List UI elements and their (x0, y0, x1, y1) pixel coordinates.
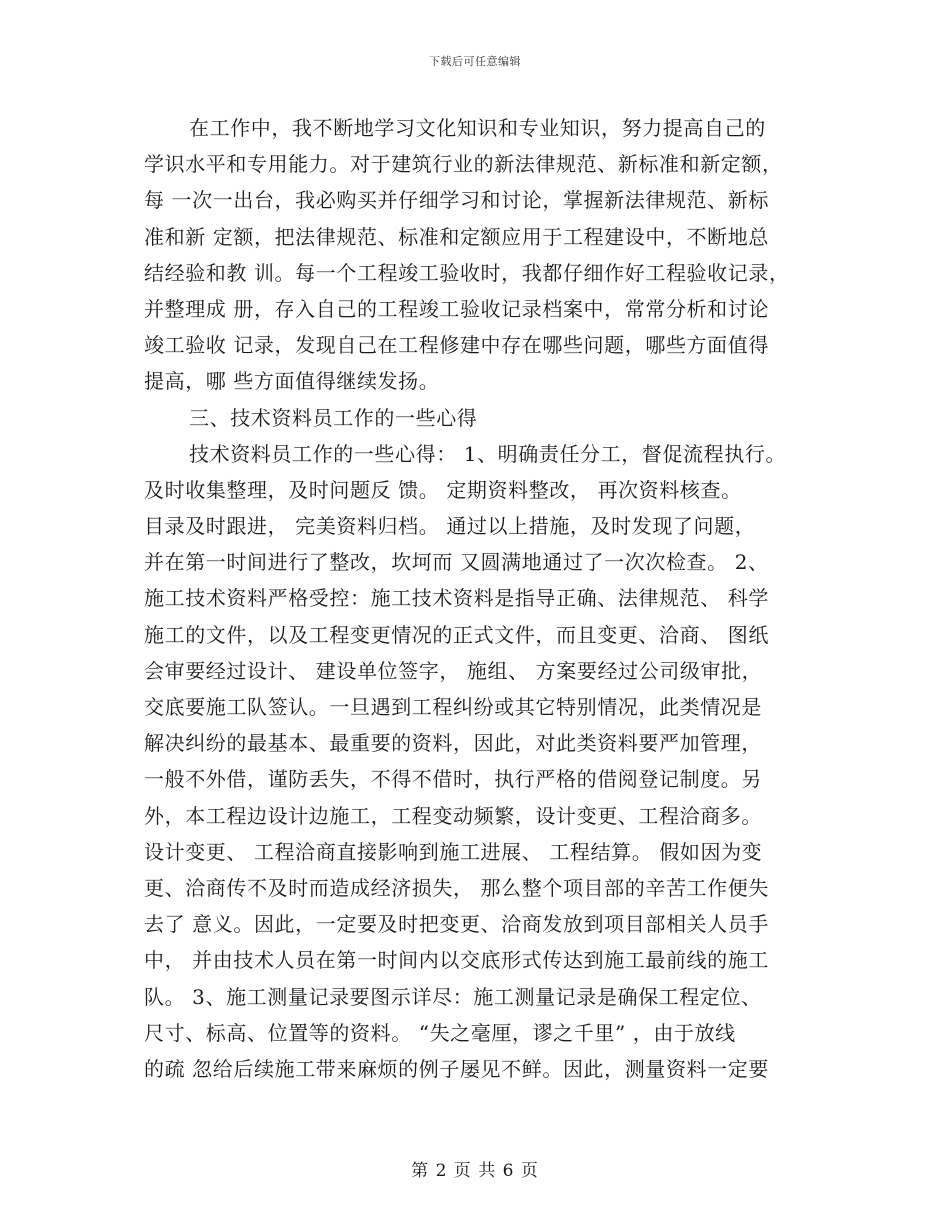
text-line: 竣工验收 记录，发现自己在工程修建中存在哪些问题，哪些方面值得 (144, 333, 769, 358)
text-line: 施工的文件，以及工程变更情况的正式文件，而且变更、洽商、 图纸 (144, 622, 769, 647)
text-line: 一般不外借，谨防丢失，不得不借时，执行严格的借阅登记制度。另 (144, 767, 762, 792)
text-line: 在工作中，我不断地学习文化知识和专业知识，努力提高自己的 (189, 116, 766, 140)
body-text (144, 110, 814, 1087)
text-line: 会审要经过设计、 建设单位签字， 施组、 方案要经过公司级审批， (144, 658, 763, 683)
text-line: 及时收集整理，及时问题反 馈。 定期资料整改， 再次资料核查。 (144, 477, 742, 502)
text-line: 准和新 定额，把法律规范、标准和定额应用于工程建设中，不断地总 (144, 224, 769, 249)
text-line: 的疏 忽给后续施工带来麻烦的例子屡见不鲜。因此，测量资料一定要 (144, 1056, 769, 1081)
text-line: 技术资料员工作的一些心得： 1、明确责任分工，督促流程执行。 (189, 441, 787, 466)
text-line: 目录及时跟进， 完美资料归档。 通过以上措施，及时发现了问题， (144, 514, 756, 539)
section-heading: 三、技术资料员工作的一些心得 (189, 405, 478, 430)
text-line: 并整理成 册，存入自己的工程竣工验收记录档案中，常常分析和讨论 (144, 296, 769, 321)
text-line: 中， 并由技术人员在第一时间内以交底形式传达到施工最前线的施工 (144, 948, 769, 973)
text-line: 施工技术资料严格受控：施工技术资料是指导正确、法律规范、 科学 (144, 586, 769, 611)
text-line: 并在第一时间进行了整改，坎坷而 又圆满地通过了一次次检查。 2、 (144, 550, 769, 575)
text-line: 更、洽商传不及时而造成经济损失， 那么整个项目部的辛苦工作便失 (144, 875, 769, 900)
page-header: 下载后可任意编辑 (429, 55, 521, 68)
text-line: 解决纠纷的最基本、最重要的资料，因此，对此类资料要严加管理， (144, 731, 762, 756)
text-line: 学识水平和专用能力。对于建筑行业的新法律规范、新标准和新定额， (144, 152, 783, 177)
text-line: 提高，哪 些方面值得继续发扬。 (144, 369, 440, 394)
text-line: 尺寸、标高、位置等的资料。 “失之毫厘，谬之千里” ，由于放线 (144, 1020, 736, 1045)
text-line: 交底要施工队签认。一旦遇到工程纠纷或其它特别情况，此类情况是 (144, 695, 762, 719)
text-line: 设计变更、 工程洽商直接影响到施工进展、 工程结算。 假如因为变 (144, 839, 763, 864)
text-line: 队。 3、施工测量记录要图示详尽：施工测量记录是确保工程定位、 (144, 984, 762, 1009)
text-line: 去了 意义。因此，一定要及时把变更、洽商发放到项目部相关人员手 (144, 912, 769, 937)
text-line: 外，本工程边设计边施工，工程变动频繁，设计变更、工程洽商多。 (144, 803, 762, 828)
text-line: 每 一次一出台，我必购买并仔细学习和讨论，掌握新法律规范、新标 (144, 188, 769, 213)
page-footer: 第 2 页 共 6 页 (411, 1161, 539, 1181)
text-line: 结经验和教 训。每一个工程竣工验收时，我都仔细作好工程验收记录， (144, 260, 790, 285)
